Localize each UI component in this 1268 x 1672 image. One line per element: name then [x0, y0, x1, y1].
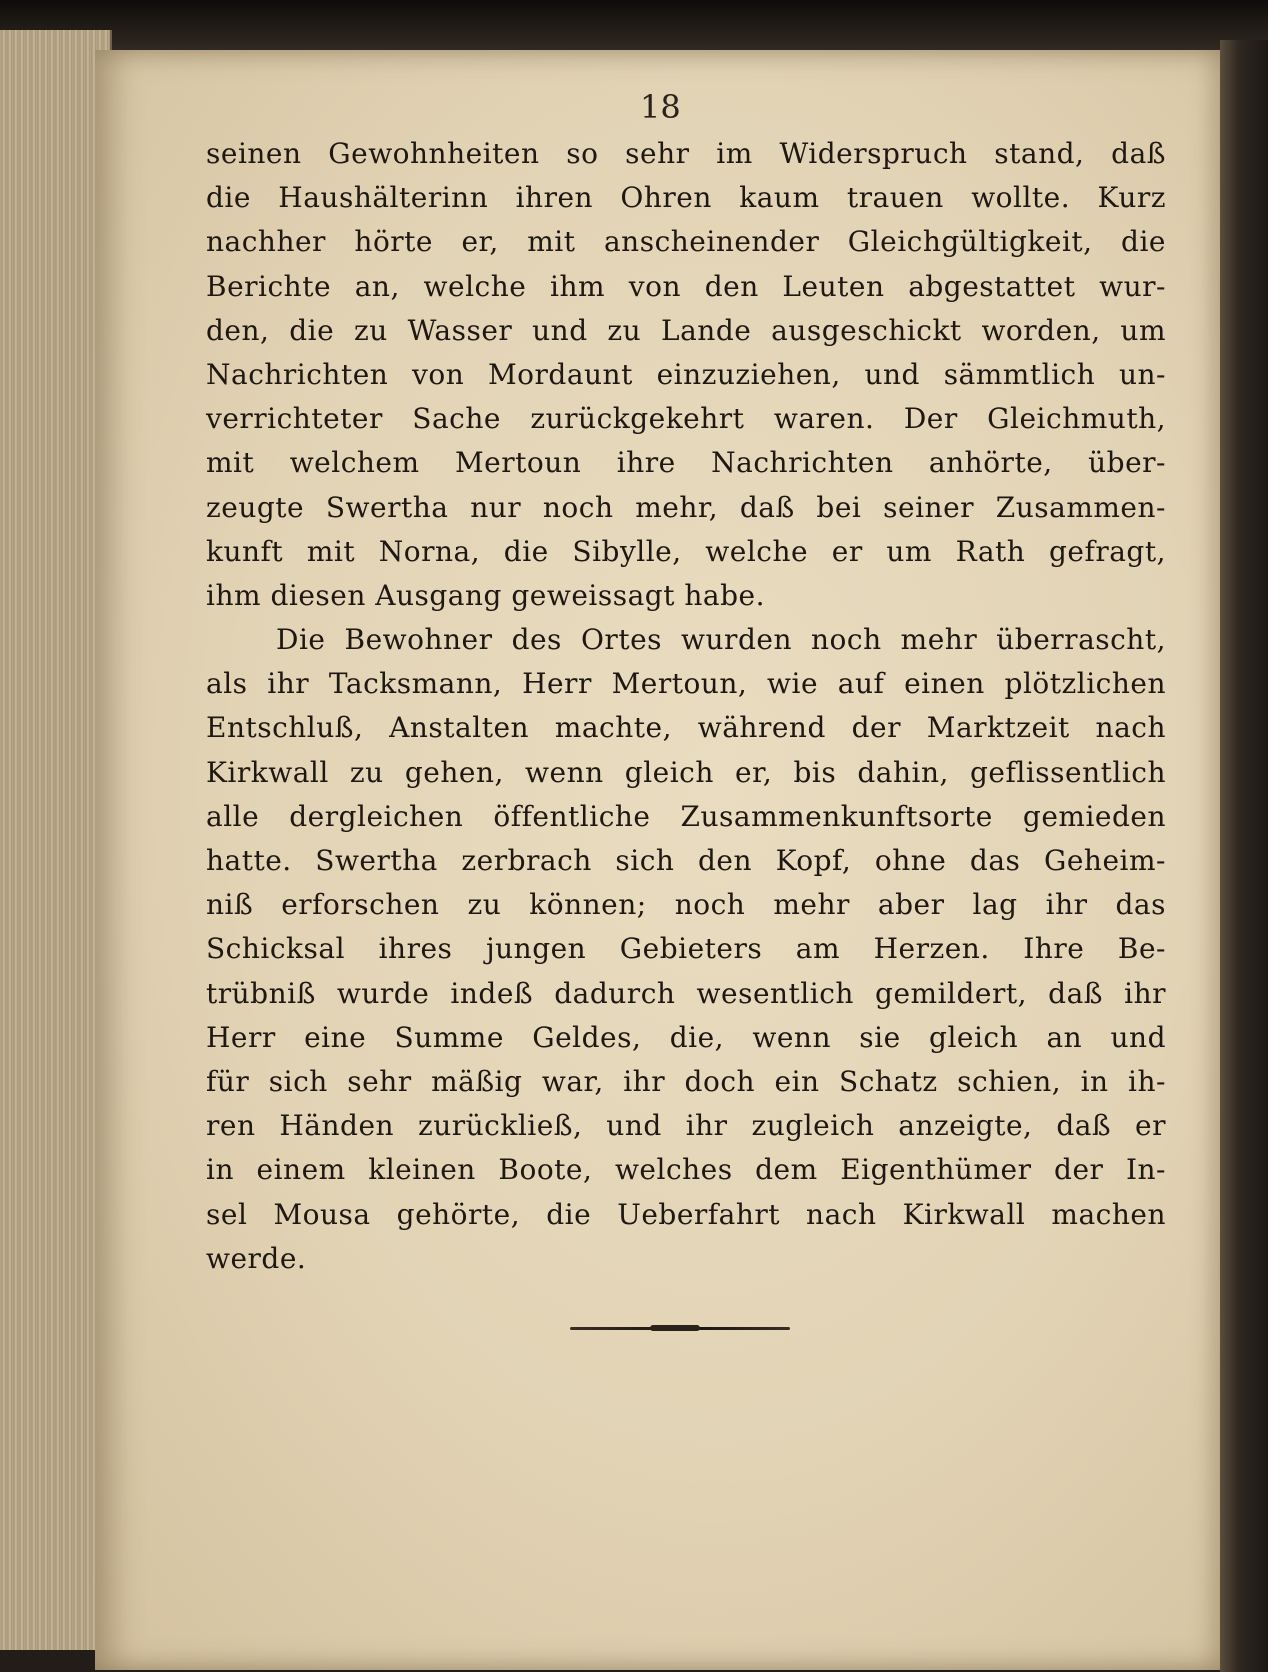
page-number: 18	[640, 88, 681, 126]
text-line: Schicksal ihres jungen Gebieters am Herzen. Ihre Be-	[206, 932, 1166, 966]
text-line: hatte. Swertha zerbrach sich den Kopf, ohne das Geheim-	[206, 844, 1166, 877]
section-end-rule	[570, 1327, 790, 1330]
text-line: Berichte an, welche ihm von den Leuten abgestattet wur-	[206, 269, 1166, 303]
text-line: in einem kleinen Boote, welches dem Eigenthümer der In-	[206, 1153, 1166, 1187]
text-line: kunft mit Norna, die Sibylle, welche er um Rath gefragt,	[206, 534, 1166, 568]
text-line: Herr eine Summe Geldes, die, wenn sie gleich an und	[206, 1020, 1166, 1054]
text-line: für sich sehr mäßig war, ihr doch ein Schatz schien, in ih-	[206, 1064, 1166, 1098]
text-line: verrichteter Sache zurückgekehrt waren. Der Gleichmuth,	[206, 402, 1166, 436]
text-line: die Haushälterinn ihren Ohren kaum trauen wollte. Kurz	[206, 181, 1166, 215]
text-line: nachher hörte er, mit anscheinender Gleichgültigkeit, die	[206, 225, 1166, 259]
text-line: ihm diesen Ausgang geweissagt habe.	[206, 578, 765, 612]
text-line: Nachrichten von Mordaunt einzuziehen, und sämmtlich un-	[206, 357, 1166, 391]
body-text	[206, 132, 1166, 1281]
text-line: den, die zu Wasser und zu Lande ausgeschickt worden, um	[206, 313, 1166, 347]
text-line: alle dergleichen öffentliche Zusammenkunftsorte gemieden	[206, 799, 1166, 833]
book-gutter-edge	[1220, 40, 1268, 1672]
text-line: sel Mousa gehörte, die Ueberfahrt nach Kirkwall machen	[206, 1197, 1166, 1231]
text-line: niß erforschen zu können; noch mehr aber lag ihr das	[206, 888, 1166, 922]
text-line: Kirkwall zu gehen, wenn gleich er, bis dahin, geflissentlich	[206, 755, 1166, 789]
text-line: mit welchem Mertoun ihre Nachrichten anhörte, über-	[206, 446, 1166, 480]
text-line: werde.	[206, 1241, 307, 1275]
text-line: trübniß wurde indeß dadurch wesentlich gemildert, daß ihr	[206, 976, 1166, 1010]
text-line: als ihr Tacksmann, Herr Mertoun, wie auf einen plötzlichen	[206, 667, 1166, 701]
text-line: Die Bewohner des Ortes wurden noch mehr überrascht,	[276, 623, 1166, 657]
text-line: ren Händen zurückließ, und ihr zugleich anzeigte, daß er	[206, 1109, 1166, 1143]
text-line: zeugte Swertha nur noch mehr, daß bei seiner Zusammen-	[206, 490, 1166, 524]
text-line: Entschluß, Anstalten machte, während der Marktzeit nach	[206, 711, 1166, 745]
text-line: seinen Gewohnheiten so sehr im Widerspruch stand, daß	[206, 137, 1166, 170]
